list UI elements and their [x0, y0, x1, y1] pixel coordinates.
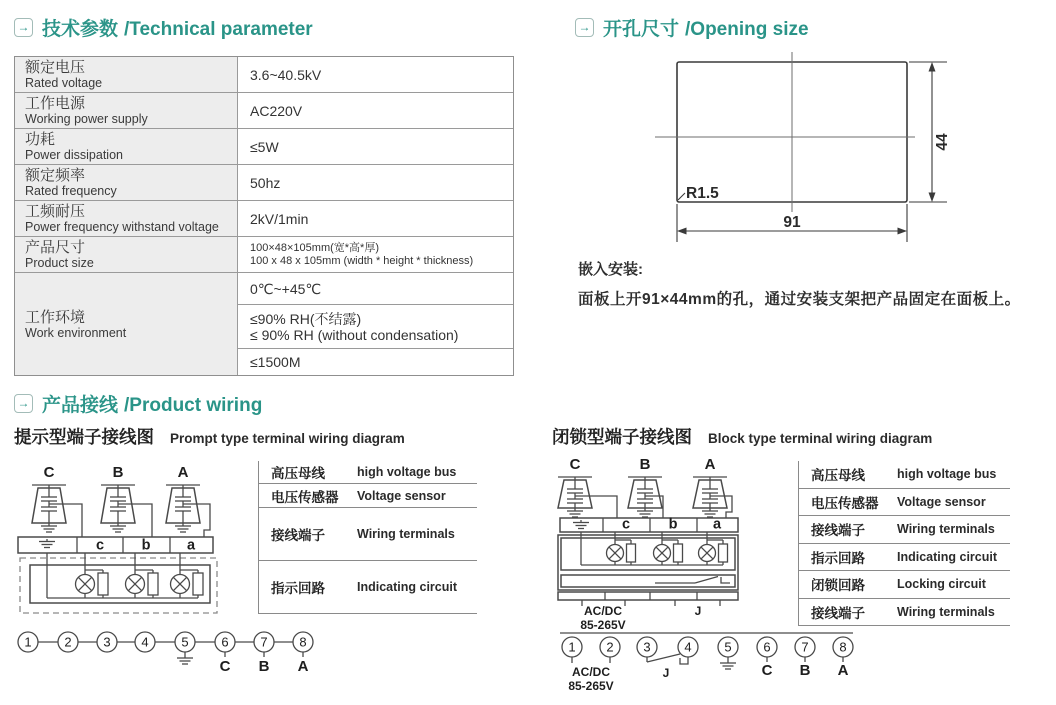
relay-label: J: [694, 604, 702, 618]
spec-row: [15, 57, 513, 93]
section-title: [42, 14, 313, 41]
legend-label-zh: 指示回路: [271, 581, 325, 596]
power-voltage-label: 85-265V: [568, 679, 614, 693]
legend-label-zh: 高压母线: [271, 466, 325, 481]
dim-width-label: 91: [783, 214, 801, 231]
resistor-icon: [674, 544, 683, 562]
locking-circuit-box: [561, 575, 735, 587]
spec-row: [15, 237, 513, 273]
terminal-number: 7: [260, 634, 268, 650]
terminal-number: 1: [568, 639, 576, 655]
section-header-technical-parameter: [14, 14, 313, 41]
terminal-number: 4: [141, 634, 149, 650]
arrow-right-icon: →: [14, 18, 33, 37]
terminal-number: 6: [763, 639, 771, 655]
sensor-tap-wire: [183, 504, 210, 537]
legend-row: [799, 461, 1010, 489]
section-title-zh: 技术参数: [42, 19, 119, 40]
spec-label: 工频耐压 Power frequency withstand voltage: [15, 201, 238, 236]
power-supply-label: AC/DC: [584, 604, 622, 618]
legend-row: [799, 489, 1010, 517]
terminal-strip: [560, 518, 738, 532]
terminal-number: 8: [299, 634, 307, 650]
terminal-phase-label: C: [219, 658, 231, 675]
spec-value: ≤5W: [250, 138, 279, 155]
terminal-number: 7: [801, 639, 809, 655]
terminal-phase-label: C: [761, 662, 773, 679]
block-diagram-title-zh: 闭锁型端子接线图: [552, 427, 692, 447]
legend-row: [259, 461, 477, 484]
terminal-number: 3: [103, 634, 111, 650]
terminal-number: 2: [64, 634, 72, 650]
bottom-terminal-strip: [558, 592, 738, 600]
spec-row: [15, 165, 513, 201]
mount-description: 面板上开91×44mm的孔，通过安装支架把产品固定在面板上。: [578, 291, 1021, 308]
radius-label: R1.5: [686, 185, 719, 202]
legend-label-zh: 指示回路: [811, 550, 865, 566]
opening-size-drawing: [595, 46, 1055, 258]
section-header-opening-size: [575, 14, 809, 41]
legend-label-en: Voltage sensor: [897, 494, 986, 509]
phase-label: A: [177, 464, 189, 481]
section-title-en: /Opening size: [685, 19, 809, 40]
resistor-icon: [148, 573, 158, 595]
spec-label: 产品尺寸 Product size: [15, 237, 238, 272]
spec-value: 50hz: [250, 174, 281, 191]
legend-label-en: high voltage bus: [897, 467, 997, 482]
spec-value: 2kV/1min: [250, 210, 309, 227]
section-header-product-wiring: [14, 390, 262, 417]
legend-label-en: Wiring terminals: [897, 604, 995, 619]
arrow-right-icon: →: [14, 394, 33, 413]
legend-label-en: Wiring terminals: [897, 522, 995, 537]
resistor-icon: [193, 573, 203, 595]
spec-value: 0℃~+45℃: [250, 280, 322, 297]
section-title: [42, 390, 262, 417]
spec-value: 3.6~40.5kV: [250, 66, 322, 83]
power-voltage-label: 85-265V: [580, 618, 626, 632]
legend-label-en: Wiring terminals: [357, 527, 455, 541]
indicating-circuit-box: [30, 565, 210, 603]
mount-instructions: [578, 258, 1048, 309]
legend-label-zh: 接线端子: [811, 605, 865, 621]
circuit-outer-box: [558, 535, 738, 590]
phase-label: B: [112, 464, 124, 481]
spec-row: [15, 93, 513, 129]
legend-label-en: Locking circuit: [897, 577, 986, 592]
spec-label: 额定频率 Rated frequency: [15, 165, 238, 200]
block-diagram-legend: [798, 461, 1010, 626]
terminal-phase-label: A: [837, 662, 849, 679]
spec-row: [15, 129, 513, 165]
strip-cell-label: c: [621, 516, 631, 533]
block-diagram-title-en: Block type terminal wiring diagram: [708, 431, 933, 446]
technical-parameter-table: [14, 56, 514, 376]
radius-leader-line: [678, 193, 685, 200]
legend-row: [799, 599, 1010, 627]
terminal-phase-label: B: [799, 662, 811, 679]
spec-value: ≤90% RH(不结露) ≤ 90% RH (without condensation): [238, 304, 513, 348]
legend-label-en: high voltage bus: [357, 465, 457, 479]
spec-row: [15, 201, 513, 237]
terminal-number: 6: [221, 634, 229, 650]
spec-value: 100×48×105mm(宽*高*厚) 100 x 48 x 105mm (width * height * thickness): [250, 241, 474, 267]
spec-value: AC220V: [250, 102, 303, 119]
strip-cell-label: b: [668, 516, 678, 533]
terminal-number: 3: [643, 639, 651, 655]
terminal-number: 4: [684, 639, 692, 655]
prompt-diagram-legend: [258, 461, 477, 614]
legend-row: [799, 544, 1010, 572]
spec-row: [15, 273, 513, 375]
power-supply-label: AC/DC: [572, 665, 610, 679]
spec-label: 功耗 Power dissipation: [15, 129, 238, 164]
spec-label: 额定电压 Rated voltage: [15, 57, 238, 92]
relay-label: J: [662, 666, 670, 680]
spec-label: 工作电源 Working power supply: [15, 93, 238, 128]
terminal-number: 5: [724, 639, 732, 655]
spec-label: 工作环境 Work environment: [15, 273, 238, 375]
resistor-icon: [627, 544, 636, 562]
mount-title: 嵌入安装:: [578, 261, 643, 278]
phase-label: C: [569, 456, 581, 473]
legend-label-zh: 接线端子: [271, 528, 325, 543]
strip-cell-label: a: [712, 516, 722, 533]
prompt-diagram-title-en: Prompt type terminal wiring diagram: [170, 431, 405, 446]
terminal-phase-label: A: [297, 658, 309, 675]
terminal-number: 1: [24, 634, 32, 650]
legend-label-zh: 接线端子: [811, 523, 865, 539]
terminal-number: 2: [606, 639, 614, 655]
legend-label-en: Indicating circuit: [357, 580, 458, 594]
strip-cell-label: c: [95, 537, 105, 554]
phase-label: B: [639, 456, 651, 473]
legend-row: [259, 561, 477, 614]
legend-row: [799, 516, 1010, 544]
legend-label-zh: 闭锁回路: [811, 578, 865, 594]
block-diagram-title: [552, 424, 932, 449]
indicating-circuit-dashed-box: [20, 558, 217, 613]
legend-row: [259, 484, 477, 508]
terminal-phase-label: B: [258, 658, 270, 675]
legend-row: [799, 571, 1010, 599]
prompt-diagram-title-zh: 提示型端子接线图: [14, 427, 154, 447]
resistor-icon: [719, 544, 728, 562]
legend-row: [259, 508, 477, 561]
arrow-right-icon: →: [575, 18, 594, 37]
legend-label-en: Voltage sensor: [357, 488, 446, 503]
section-title-en: /Technical parameter: [124, 19, 313, 40]
section-title-zh: 开孔尺寸: [603, 19, 680, 40]
strip-cell-label: a: [186, 537, 196, 554]
legend-label-zh: 电压传感器: [271, 489, 339, 505]
legend-label-en: Indicating circuit: [897, 549, 998, 564]
phase-label: C: [43, 464, 55, 481]
legend-label-zh: 电压传感器: [811, 495, 879, 511]
dim-height-label: 44: [934, 133, 951, 151]
resistor-icon: [98, 573, 108, 595]
strip-cell-label: b: [141, 537, 151, 554]
terminal-number: 5: [181, 634, 189, 650]
section-title-zh: 产品接线: [42, 395, 119, 416]
prompt-diagram-title: [14, 424, 405, 449]
spec-value: ≤1500M: [238, 348, 513, 375]
section-title-en: /Product wiring: [124, 395, 263, 416]
section-title: [603, 14, 809, 41]
legend-label-zh: 高压母线: [811, 468, 865, 484]
terminal-number: 8: [839, 639, 847, 655]
phase-label: A: [704, 456, 716, 473]
